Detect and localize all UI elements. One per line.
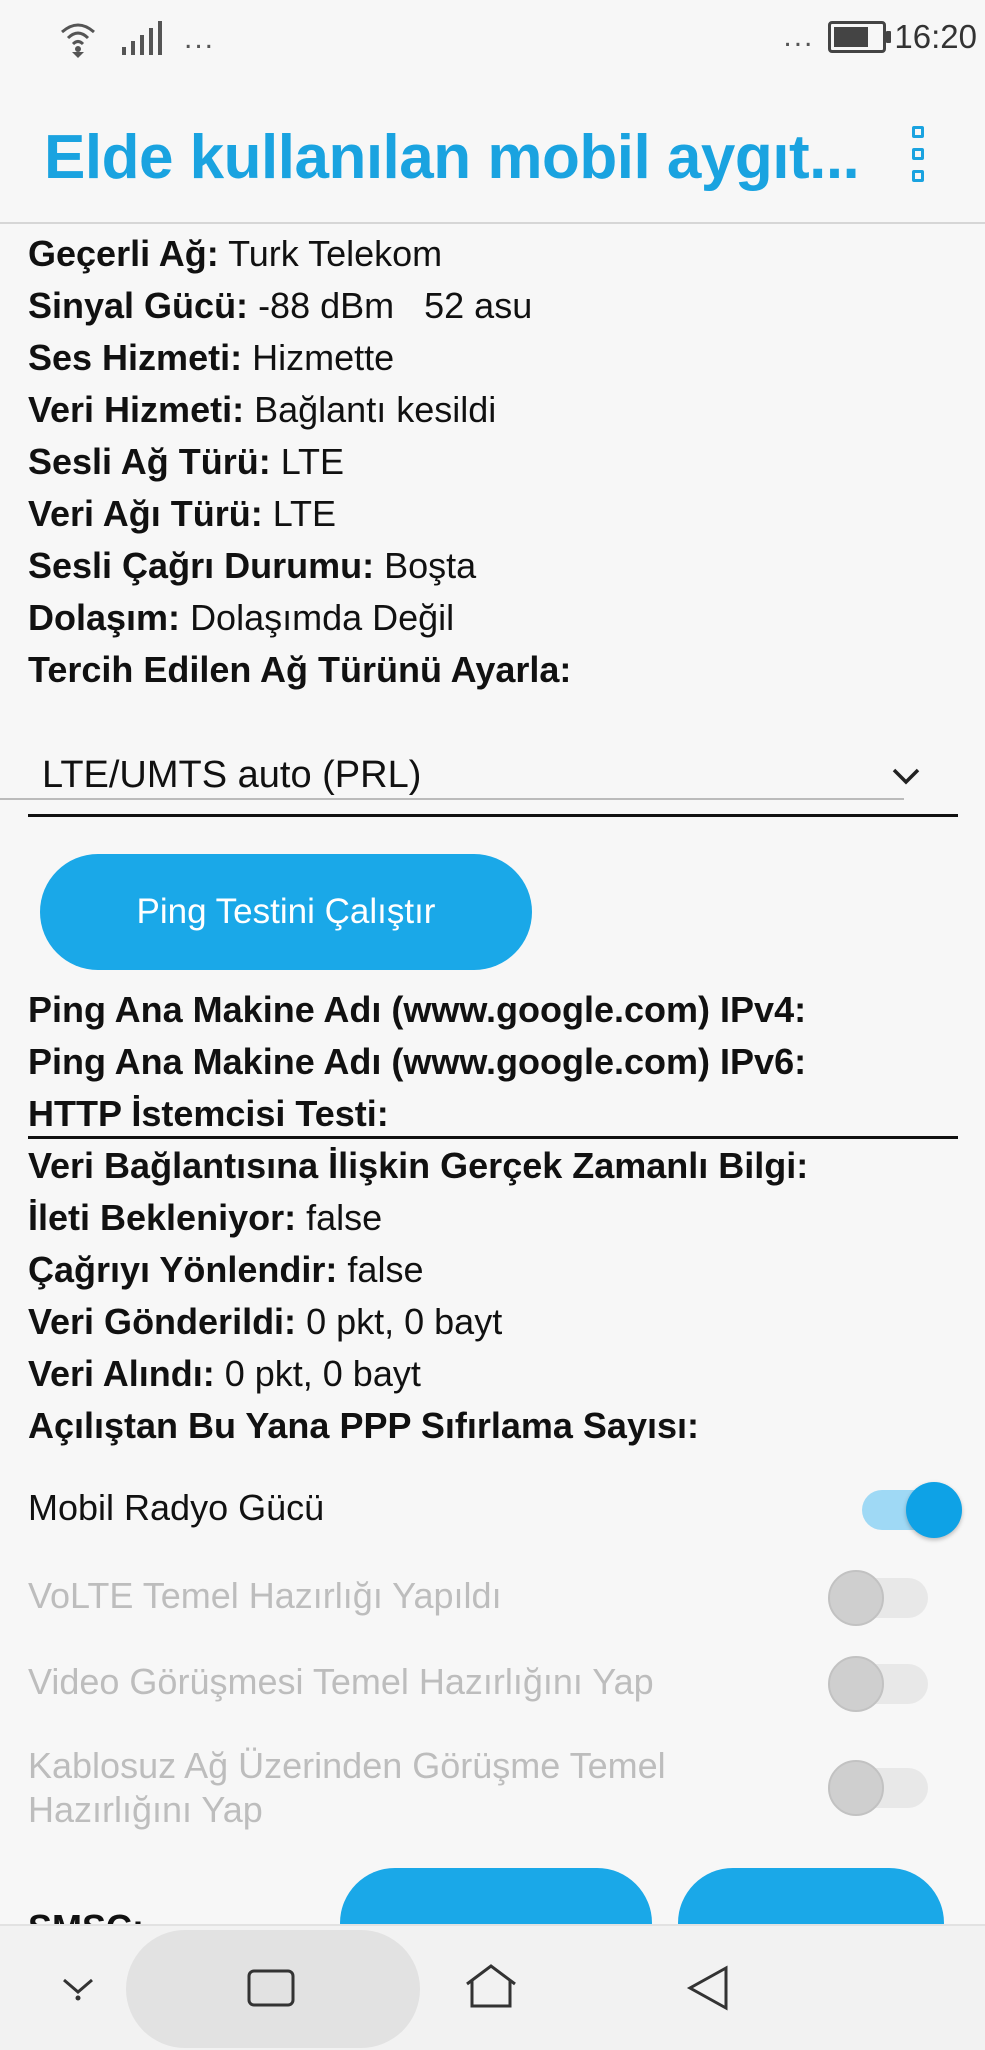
back-icon[interactable]	[686, 1964, 732, 2012]
video-call-provisioning-label: Video Görüşmesi Temel Hazırlığını Yap	[28, 1661, 654, 1702]
recents-icon[interactable]	[244, 1966, 298, 2010]
signal-strength-value: -88 dBm 52 asu	[258, 285, 533, 326]
message-waiting-row	[28, 1196, 382, 1240]
home-icon[interactable]	[462, 1962, 520, 2012]
status-bar-left	[58, 18, 215, 60]
data-service-row	[28, 388, 496, 432]
data-network-type-row	[28, 492, 336, 536]
realtime-info-label: Veri Bağlantısına İlişkin Gerçek Zamanlı Bilgi:	[28, 1145, 809, 1186]
section-divider	[28, 814, 958, 817]
ping-ipv4-label: Ping Ana Makine Adı (www.google.com) IPv4:	[28, 989, 807, 1030]
toggle-row-video-call-provisioning[interactable]	[28, 1660, 958, 1710]
data-service-label: Veri Hizmeti:	[28, 389, 245, 430]
radio-info-content[interactable]	[0, 224, 985, 1924]
page-title: Elde kullanılan mobil aygıt...	[44, 123, 860, 192]
ping-ipv6-row	[28, 1040, 806, 1084]
data-received-label: Veri Alındı:	[28, 1353, 215, 1394]
data-service-value: Bağlantı kesildi	[254, 389, 497, 430]
voice-service-value: Hizmette	[252, 337, 395, 378]
data-sent-value: 0 pkt, 0 bayt	[306, 1301, 503, 1342]
preferred-network-row	[28, 648, 571, 692]
volte-provisioned-label: VoLTE Temel Hazırlığı Yapıldı	[28, 1575, 502, 1616]
data-received-row	[28, 1352, 421, 1396]
status-bar	[0, 0, 985, 84]
signal-strength-label: Sinyal Gücü:	[28, 285, 249, 326]
video-call-provisioning-switch[interactable]	[832, 1664, 928, 1704]
ping-ipv6-label: Ping Ana Makine Adı (www.google.com) IPv6:	[28, 1041, 807, 1082]
chevron-down-icon	[888, 758, 924, 794]
dropdown-underline	[0, 798, 904, 800]
call-forward-value: false	[347, 1249, 424, 1290]
data-sent-row	[28, 1300, 502, 1344]
http-client-test-label: HTTP İstemcisi Testi:	[28, 1093, 389, 1134]
preferred-network-label: Tercih Edilen Ağ Türünü Ayarla:	[28, 649, 572, 690]
voice-network-type-label: Sesli Ağ Türü:	[28, 441, 271, 482]
status-bar-right	[783, 18, 985, 56]
volte-provisioned-switch[interactable]	[832, 1578, 928, 1618]
network-type-dropdown[interactable]	[40, 724, 944, 824]
ppp-reset-row	[28, 1404, 699, 1448]
data-sent-label: Veri Gönderildi:	[28, 1301, 297, 1342]
navigation-bar	[0, 1924, 985, 2050]
status-dots-left: ...	[184, 22, 216, 55]
voice-network-type-value: LTE	[280, 441, 345, 482]
mobile-radio-power-label: Mobil Radyo Gücü	[28, 1487, 325, 1528]
message-waiting-label: İleti Bekleniyor:	[28, 1197, 297, 1238]
mobile-radio-power-switch[interactable]	[862, 1490, 958, 1530]
message-waiting-value: false	[306, 1197, 383, 1238]
voice-call-state-label: Sesli Çağrı Durumu:	[28, 545, 375, 586]
voice-call-state-value: Boşta	[384, 545, 477, 586]
toggle-row-mobile-radio-power[interactable]	[28, 1486, 958, 1536]
toggle-row-wifi-call-provisioning[interactable]	[28, 1744, 958, 1840]
overflow-menu-icon[interactable]	[908, 126, 928, 182]
voice-service-row	[28, 336, 394, 380]
app-bar	[0, 84, 985, 224]
roaming-value: Dolaşımda Değil	[190, 597, 455, 638]
notification-pull-icon[interactable]	[58, 1972, 98, 2002]
run-ping-test-button[interactable]: Ping Testini Çalıştır	[40, 854, 532, 970]
data-network-type-value: LTE	[272, 493, 337, 534]
status-dots-right: ...	[783, 20, 815, 53]
wifi-icon	[58, 18, 98, 60]
voice-service-label: Ses Hizmeti:	[28, 337, 243, 378]
wifi-call-provisioning-switch[interactable]	[832, 1768, 928, 1808]
call-forward-row	[28, 1248, 423, 1292]
current-network-label: Geçerli Ağ:	[28, 233, 219, 274]
section-divider	[28, 1136, 958, 1139]
roaming-row	[28, 596, 454, 640]
status-time: 16:20	[894, 18, 977, 55]
wifi-call-provisioning-label: Kablosuz Ağ Üzerinden Görüşme Temel Hazırlığını Yap	[28, 1745, 666, 1830]
data-network-type-label: Veri Ağı Türü:	[28, 493, 263, 534]
signal-strength-row	[28, 284, 532, 328]
battery-icon	[828, 21, 886, 53]
data-received-value: 0 pkt, 0 bayt	[224, 1353, 421, 1394]
voice-call-state-row	[28, 544, 476, 588]
call-forward-label: Çağrıyı Yönlendir:	[28, 1249, 338, 1290]
signal-icon	[120, 21, 162, 57]
network-type-selected: LTE/UMTS auto (PRL)	[42, 754, 422, 796]
voice-network-type-row	[28, 440, 344, 484]
realtime-info-row	[28, 1144, 808, 1188]
http-client-test-row	[28, 1092, 389, 1136]
ping-ipv4-row	[28, 988, 806, 1032]
current-network-row	[28, 232, 442, 276]
toggle-row-volte-provisioned[interactable]	[28, 1574, 958, 1624]
ppp-reset-label: Açılıştan Bu Yana PPP Sıfırlama Sayısı:	[28, 1405, 699, 1446]
roaming-label: Dolaşım:	[28, 597, 181, 638]
current-network-value: Turk Telekom	[228, 233, 443, 274]
